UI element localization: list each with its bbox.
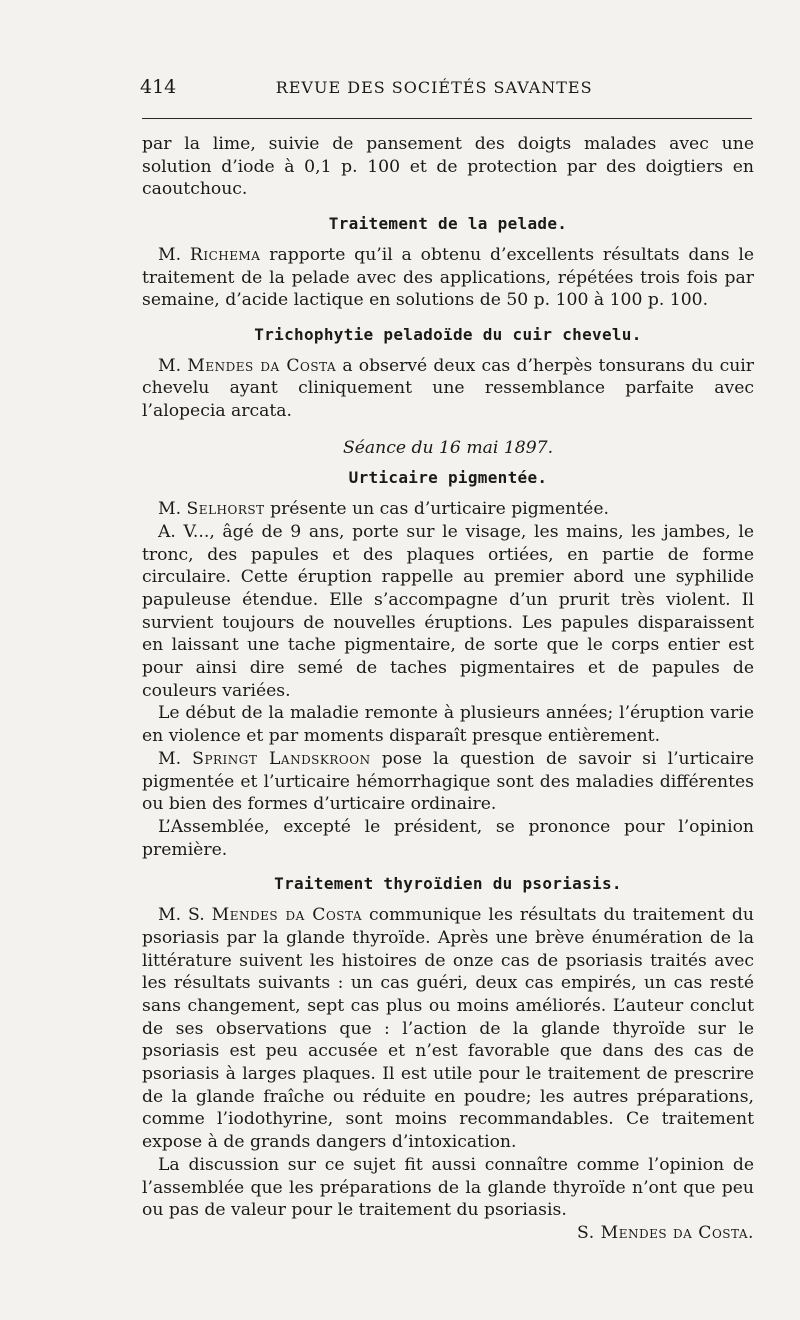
urticaire-paragraph-4 bbox=[142, 748, 754, 816]
speaker-name: Springt Landskroon bbox=[192, 748, 371, 769]
paragraph-text: communique les résultats du traitement du psoriasis par la glande thyroïde. Après une brève énumération de la littérature suivent les histoires de onze cas de psoriasis traités avec les résultats suivants : un cas guéri, deux cas empirés, un cas resté sans changement, sept cas plus ou moins améliorés. L’auteur conclut de ses observations que : l’action de la glande thyroïde sur le psoriasis est peu accusée et n’est favorable que dans des cas de psoriasis à larges plaques. Il est utile pour le traitement de prescrire de la glande fraîche ou réduite en poudre; les autres préparations, comme l’iodothyrine, sont moins recommandables. Ce traitement expose à de grands dangers d’intoxication. bbox=[142, 905, 754, 1153]
speaker-name: Richema bbox=[189, 244, 261, 265]
paragraph-text: rapporte qu’il a obtenu d’excellents résultats dans le traitement de la pelade avec des applications, répétées trois fois par semaine, d’acide lactique en solutions de 50 p. 100 à 100 p. 100. bbox=[142, 244, 754, 311]
urticaire-paragraph-1 bbox=[142, 498, 754, 521]
section-heading-urticaire: Urticaire pigmentée. bbox=[348, 468, 548, 488]
article-body bbox=[142, 133, 754, 1245]
speaker-prefix: M. S. bbox=[158, 905, 212, 926]
speaker-prefix: M. bbox=[158, 499, 187, 520]
speaker-name: Mendes da Costa bbox=[211, 905, 363, 926]
section-heading-trichophytie: Trichophytie peladoïde du cuir chevelu. bbox=[254, 324, 642, 344]
urticaire-paragraph-3: Le début de la maladie remonte à plusieurs années; l’éruption varie en violence et par moments disparaît presque entièrement. bbox=[142, 703, 754, 747]
page-number: 414 bbox=[140, 76, 177, 98]
section-heading-pelade: Traitement de la pelade. bbox=[328, 214, 568, 234]
section-heading-psoriasis: Traitement thyroïdien du psoriasis. bbox=[274, 874, 622, 894]
speaker-name: Selhorst bbox=[186, 499, 265, 520]
urticaire-paragraph-2: A. V..., âgé de 9 ans, porte sur le visage, les mains, les jambes, le tronc, des papules et des plaques ortiées, en partie de forme circulaire. Cette éruption rappelle au premier abord une syphilide papuleuse étendue. Elle s’accompagne d’un prurit très violent. Il survient toujours de nouvelles éruptions. Les papules disparaissent en laissant une tache pigmentaire, de sorte que le corps entier est pour ainsi dire semé de taches pigmentaires et de papules de couleurs variées. bbox=[142, 521, 754, 701]
journal-title: REVUE DES SOCIÉTÉS SAVANTES bbox=[275, 78, 593, 97]
header-rule bbox=[142, 118, 752, 119]
running-head bbox=[140, 76, 752, 98]
author-signature: S. Mendes da Costa. bbox=[577, 1222, 754, 1243]
speaker-prefix: M. bbox=[158, 244, 190, 265]
paragraph-text: pose la question de savoir si l’urticaire pigmentée et l’urticaire hémorrhagique sont des maladies différentes ou bien des formes d’urticaire ordinaire. bbox=[142, 748, 755, 815]
paragraph-text: présente un cas d’urticaire pigmentée. bbox=[264, 499, 609, 520]
psoriasis-paragraph-2: La discussion sur ce sujet fit aussi connaître comme l’opinion de l’assemblée que les préparations de la glande thyroïde n’ont que peu ou pas de valeur pour le traitement du psoriasis. bbox=[142, 1154, 754, 1221]
speaker-name: Mendes da Costa bbox=[187, 355, 337, 376]
paragraph-text: a observé deux cas d’herpès tonsurans du cuir chevelu ayant cliniquement une ressemblance parfaite avec l’alopecia arcata. bbox=[142, 355, 754, 422]
trichophytie-paragraph bbox=[142, 355, 754, 423]
speaker-prefix: M. bbox=[158, 355, 188, 376]
speaker-prefix: M. bbox=[158, 748, 193, 769]
session-date: Séance du 16 mai 1897. bbox=[342, 437, 554, 458]
urticaire-paragraph-5: L’Assemblée, excepté le président, se prononce pour l’opinion première. bbox=[142, 816, 754, 860]
psoriasis-paragraph-1 bbox=[142, 904, 754, 1154]
intro-paragraph: par la lime, suivie de pansement des doigts malades avec une solution d’iode à 0,1 p. 100 et de protection par des doigtiers en caoutchouc. bbox=[142, 134, 754, 200]
pelade-paragraph bbox=[142, 244, 754, 312]
